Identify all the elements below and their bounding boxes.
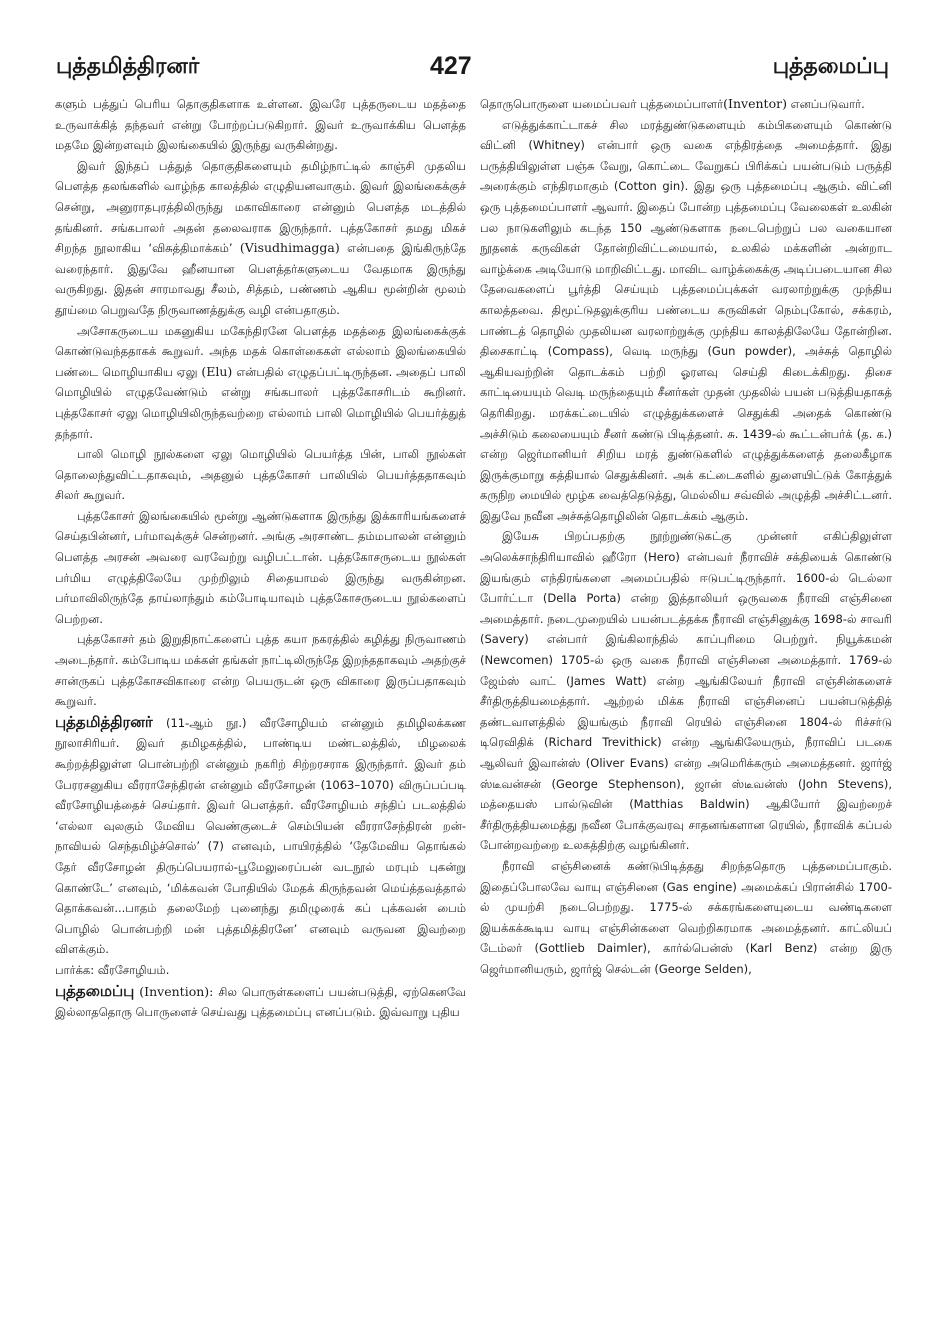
paragraph [55,321,466,445]
english-term: (Visudhimagga) [239,240,340,256]
english-term: (Inventor) [723,96,787,111]
paragraph [55,156,466,321]
paragraph-text: என்பதில் எழுதப்பட்டிருந்தன. அதைப் பாலி மொழியில் எழுதவேண்டும் என்று சங்கபாலர் புத்தகோசரிடம் கூறினர். புத்தகோசர் ஏலு மொழியிலிருந்தவற்றை எல்லாம் பாலி மொழியில் பெயர்த்துத் தந்தார். [55,364,466,441]
right-running-head: புத்தமைப்பு [772,54,889,79]
entry-body: சில பொருள்களைப் பயன்படுத்தி, ஏற்கெனவே இல்லாததொரு பொருளைச் செய்வது புத்தமைப்பு எனப்படும். இவ்வாறு புதிய [55,984,466,1020]
entry-puththamaippu [55,981,466,1023]
english-term: (Elu) [201,363,233,379]
left-running-head: புத்தமித்திரனர் [56,54,200,79]
see-also: பார்க்க: வீரசோழியம். [55,962,170,977]
entry-headword: புத்தமித்திரனர் [55,712,153,731]
page-header [0,52,947,88]
right-column [480,94,892,980]
paragraph-text: தொருபொருளை யமைப்பவர் புத்தமைப்பாளர் [480,97,724,111]
entry-puththamiththiranar [55,712,466,960]
paragraph-text: இவர் இந்தப் பத்துத் தொகுதிகளையும் தமிழ்நாட்டில் காஞ்சி முதலிய பௌத்த தலங்களில் வாழ்ந்த காலத்தில் எழுதியனவாகும். இவர் இலங்கைக்குச் சென்று, அனுராதபுரத்திலிருந்து மகாவிகாரை என்னும் பௌத்த மடத்தில் தங்கினர். சங்கபாலர் அதன் தலைவராக இருந்தார். புத்தகோசர் தமது மிகச் சிறந்த நூலாகிய ‘விசுத்திமாக்கம்’ [55,158,466,256]
paragraph: புத்தகோசர் தம் இறுதிநாட்களைப் புத்த கயா நகரத்தில் கழித்து நிருவாணம் அடைந்தார். கம்போடிய மக்கள் தங்கள் நாட்டிலிருந்தே இறந்ததாகவும் அதற்குச் சான்ருகப் புத்தகோசவிகாரை என்ற பெயருடன் ஒரு விகாரை இருப்பதாகவும் கூறுவர். [55,632,466,709]
paragraph-text: அசோகருடைய மகனுகிய மகேந்திரனே பௌத்த மதத்தை இலங்கைக்குக் கொண்டுவந்ததாகக் கூறுவர். அந்த மதக் கொள்கைகள் எல்லாம் இலங்கையில் பண்டை மொழியாகிய ஏலு [55,323,466,379]
page-number: 427 [430,52,472,80]
entry-headword: புத்தமைப்பு [55,981,135,1000]
entry-body: (11-ஆம் நூ.) வீரசோழியம் என்னும் தமிழிலக்கண நூலாசிரியர். இவர் தமிழகத்தில், பாண்டிய மண்டலத்தில், மிழலைக் கூற்றத்திலுள்ள பொன்பற்றி என்னும் நகரிற் சிற்றரசராக இருந்தார். இவர் தம் பேரரசனுகிய வீரராசேந்திரன் என்னும் வீரசோழன் (1063–1070) விருப்பப்படி வீரசோழியத்தைச் செய்தார். இவர் பௌத்தர். வீரசோழியம் சந்திப் படலத்தில் ‘எல்லா வுலகும் மேவிய வெண்குடைச் செம்பியன் வீரராசேந்திரன் றன்-நாவியல் செந்தமிழ்ச்சொல்’ (7) எனவும், பாயிரத்தில் ‘தேமேவிய தொங்கல் தேர் வீரசோழன் திருப்பெயரால்-பூமேலுரைப்பன் வடநூல் மரபும் புகன்று கொண்டே’ எனவும், ‘மிக்கவன் போதியில் மேதக் கிருந்தவன் மெய்த்தவத்தால் தொக்கவன்...பாதம் தலைமேற் புனைந்து தமிழுரைக் கப் புக்கவன் பைம் பொழில் பொன்பற்றி மன் புத்தமித்திரனே’ எனவும் வருவன இவற்றை விளக்கும். [55,715,466,957]
paragraph: நீராவி எஞ்சினைக் கண்டுபிடித்தது சிறந்ததொரு புத்தமைப்பாகும். இதைப்போலவே வாயு எஞ்சினை (Gas engine) அமைக்கப் பிரான்சில் 1700-ல் முயற்சி நடைபெற்றது. 1775-ல் சக்கரங்களையுடைய வண்டிகளை இயக்கக்கூடிய வாயு எஞ்சின்களை வெற்றிகரமாக அமைத்தனர். காட்லியப் டேம்லர் (Gottlieb Daimler), கார்ல்பென்ஸ் (Karl Benz) என்ற இரு ஜெர்மானியரும், ஜார்ஜ் செல்டன் (George Selden), [480,858,892,976]
paragraph: புத்தகோசர் இலங்கையில் மூன்று ஆண்டுகளாக இருந்து இக்காரியங்களைச் செய்தபின்னர், பர்மாவுக்குச் சென்றனர். அங்கு அரசாண்ட தம்மபாலன் என்னும் பௌத்த அரசன் அவரை வரவேற்று வழிபட்டான். புத்தகோசருடைய நூல்கள் பர்மிய எழுத்திலேயே முற்றிலும் சிதையாமல் இருந்து வருகின்றன. பர்மாவிலிருந்தே தாய்லாந்தும் கம்போடியாவும் புத்தகோசருடைய நூல்களைப் பெற்றன. [55,508,466,626]
paragraph-text: என்பதை இங்கிருந்தே வரைந்தார். இதுவே ஹீனயான பௌத்தர்களுடைய வேதமாக இருந்து வருகிறது. இதன் சாரமாவது சீலம், சித்தம், பண்ணம் ஆகிய மூன்றின் மூலம் தூய்மை பெறுவதே நிருவாணத்துக்கு வழி என்பதாகும். [55,241,467,317]
paragraph: எடுத்துக்காட்டாகச் சில மரத்துண்டுகளையும் கம்பிகளையும் கொண்டு விட்னி (Whitney) என்பார் ஒரு வகை எந்திரத்தை அமைத்தார். இது பருத்தியிலுள்ள பஞ்சு வேறு, கொட்டை வேறுகப் பிரிக்கப் பயன்படும் பருத்தி அரைக்கும் எந்திரமாகும் (Cotton gin). இது ஒரு புத்தமைப்பு ஆகும். விட்னி ஒரு புத்தமைப்பாளர் ஆவார். இதைப் போன்ற புத்தமைப்பு வேலைகள் உலகின் பல நாடுகளிலும் கடந்த 150 ஆண்டுகளாக நடைபெற்றுப் பல வகையான நூதனக் கருவிகள் தோன்றிவிட்டமையால், உலகில் மக்களின் அன்றாட வாழ்க்கை அடியோடு மாறிவிட்டது. மாவிட வாழ்க்கைக்கு அடிப்படையான சில தேவைகளைப் பூர்த்தி செய்யும் புத்தமைப்புக்கள் வரலாற்றுக்கு முந்திய காலத்தவை. திமூட்டுதலுக்குரிய பண்டைய கருவிகள் நெம்புகோல், சக்கரம், பாண்டத் தொழில் முதலியன வரலாற்றுக்கு முந்திய காலத்திலேயே தோன்றின. திசைகாட்டி (Compass), வெடி மருந்து (Gun powder), அச்சுத் தொழில் ஆகியவற்றின் தொடக்கம் பற்றி ஓரளவு செய்தி கிடைக்கிறது. திசை காட்டியையும் வெடி மருந்தையும் சீனர்கள் முதன் முதலில் பயன் படுத்தியதாகத் தெரிகிறது. மரக்கட்டையில் எழுத்துக்களைச் செதுக்கி அதைக் கொண்டு அச்சிடும் கலையையும் சீனர் கண்டு பிடித்தனர். சு. 1439-ல் கூட்டன்பர்க் (த. க.) என்ற ஜெர்மானியர் சிறிய மரத் துண்டுகளில் எழுத்துக்களைத் தலைகீழாக இருக்குமாறு கத்தியால் செதுக்கினர். அக் கட்டைகளில் துளையிட்டுக் கோத்துக் கருநிற மையில் மூழ்க வைத்தெடுத்து, மெல்லிய சவ்வில் அழுத்தி அச்சிட்டனர். இதுவே நவீன அச்சுத்தொழிலின் தொடக்கம் ஆகும். [480,117,892,523]
paragraph: களும் பத்துப் பெரிய தொகுதிகளாக உள்ளன. இவரே புத்தருடைய மதத்தை உருவாக்கித் தந்தவர் என்று போற்றப்படுகிறார். இவர் உருவாக்கிய பௌத்த மதமே இன்றளவும் இலங்கையில் இருந்து வருகின்றது. [55,97,466,153]
paragraph: பாலி மொழி நூல்களை ஏலு மொழியில் பெயர்த்த பின், பாலி நூல்கள் தொலைந்துவிட்டதாகவும், அதனுல் புத்தகோசர் பாலியில் பெயர்த்ததாகவும் சிலர் கூறுவர். [55,447,466,503]
paragraph: இயேசு பிறப்பதற்கு நூற்றுண்டுகட்கு முன்னர் எகிப்திலுள்ள அலெக்சாந்திரியாவில் ஹீரோ (Hero) என்பவர் நீராவிச் சக்தியைக் கொண்டு இயங்கும் எந்திரங்களை அமைப்பதில் ஈடுபட்டிருந்தார். 1600-ல் டெல்லா போர்ட்டா (Della Porta) என்ற இத்தாலியர் ஒருவகை நீராவி எஞ்சினை அமைத்தார். நடைமுறையில் பயன்படத்தக்க நீராவி எஞ்சினுக்கு 1698-ல் சாவரி (Savery) என்பார் இங்கிலாந்தில் காப்புரிமை பெற்றுர். நியூக்கமன் (Newcomen) 1705-ல் ஒரு வகை நீராவி எஞ்சினை அமைத்தார். 1769-ல் ஜேம்ஸ் வாட் (James Watt) என்ற ஆங்கிலேயர் நீராவி எஞ்சின்களைச் சீர்திருத்தியமைத்தார். ஆற்றல் மிக்க நீராவி எஞ்சினைப் பயன்படுத்தித் தண்டவாளத்தில் இயங்கும் நீராவி ரெயில் எஞ்சினை 1804-ல் ரிச்சர்டு டிரெவிதிக் (Richard Trevithick) என்ற ஆங்கிலேயரும், நீராவிப் படகை ஆலிவர் இவான்ஸ் (Oliver Evans) என்ற அமெரிக்கரும் அமைத்தனர். ஜார்ஜ் ஸ்டீவன்சன் (George Stephenson), ஜான் ஸ்டீவன்ஸ் (John Stevens), மத்தையஸ் பால்டுவின் (Matthias Baldwin) ஆகியோர் இவற்றைச் சீர்திருத்தியமைத்து நவீன போக்குவரவு சாதனங்களான ரெயில், நீராவிக் கப்பல் போன்றவற்றை உலகத்திற்கு வழங்கினர். [480,529,892,853]
paragraph [480,94,892,115]
paragraph-text: எனப்படுவார். [790,97,865,111]
english-term: (Invention): [139,983,214,999]
left-column [55,94,466,1023]
